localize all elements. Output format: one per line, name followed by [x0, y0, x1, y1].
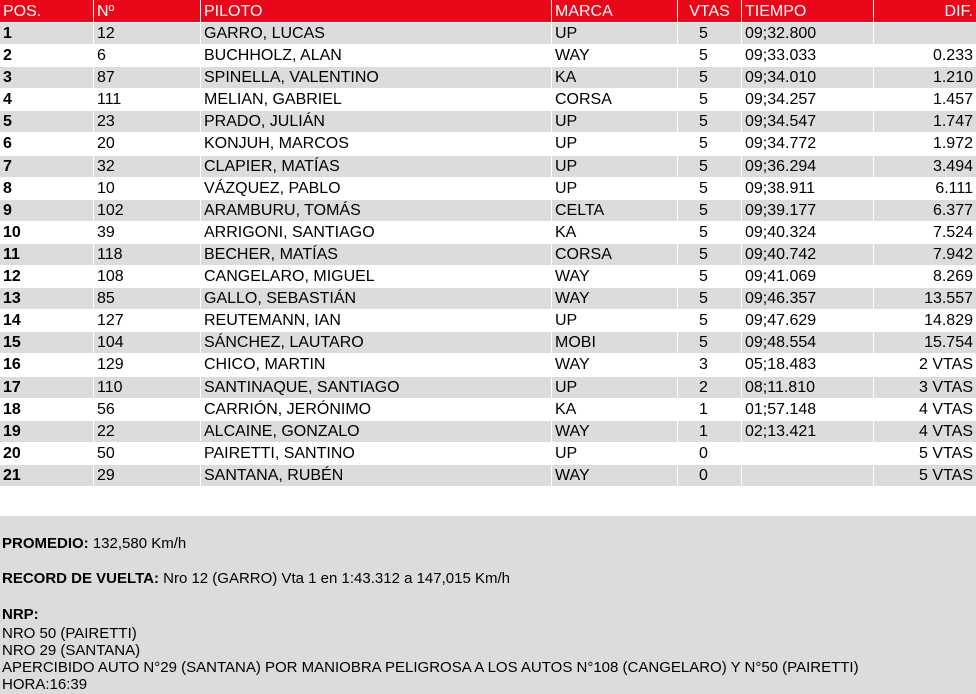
- row-diff: 1.457: [932, 91, 973, 109]
- row-number: 102: [94, 200, 200, 221]
- row-number: 10: [97, 179, 115, 197]
- row-number: 56: [97, 400, 115, 418]
- row-time: 02;13.421: [742, 421, 873, 442]
- row-diff: 14.829: [924, 312, 973, 330]
- row-pilot: CHICO, MARTIN: [204, 356, 326, 374]
- row-laps: 5: [699, 91, 708, 109]
- lap-record-label: RECORD DE VUELTA:: [2, 570, 159, 587]
- row-pilot: PRADO, JULIÁN: [201, 111, 551, 132]
- row-pos: 17: [0, 377, 93, 398]
- row-brand: WAY: [555, 268, 590, 286]
- row-laps: 1: [699, 400, 708, 418]
- row-number: 6: [97, 47, 106, 65]
- row-diff: 4 VTAS: [919, 400, 973, 418]
- row-pos: 11: [0, 244, 93, 265]
- row-pos: 13: [0, 288, 93, 309]
- row-number: 110: [94, 377, 200, 398]
- row-brand: UP: [555, 179, 578, 197]
- row-number: 104: [94, 332, 200, 353]
- row-time: 05;18.483: [745, 356, 817, 374]
- header-time: TIEMPO: [742, 0, 873, 22]
- row-diff: 15.754: [874, 332, 976, 353]
- row-brand: KA: [555, 223, 577, 241]
- row-laps: 5: [699, 179, 708, 197]
- row-pos: 19: [0, 421, 93, 442]
- row-brand: WAY: [552, 288, 677, 309]
- row-number: 23: [94, 111, 200, 132]
- row-time: 09;41.069: [745, 268, 817, 286]
- row-diff: 4 VTAS: [874, 421, 976, 442]
- table-row: [0, 266, 976, 288]
- penalty-note: APERCIBIDO AUTO N°29 (SANTANA) POR MANIOBRA PELIGROSA A LOS AUTOS N°108 (CANGELARO) Y N°50 (PAIRETTI): [2, 659, 859, 676]
- row-diff: 7.942: [874, 244, 976, 265]
- table-row: [0, 67, 976, 89]
- row-diff: 3 VTAS: [874, 377, 976, 398]
- row-pilot: CARRIÓN, JERÓNIMO: [204, 400, 372, 418]
- time-note: HORA:16:39: [2, 676, 88, 693]
- row-pos: 3: [0, 67, 93, 88]
- row-time: 09;34.257: [745, 91, 817, 109]
- row-diff: 6.377: [874, 200, 976, 221]
- table-row: [0, 244, 976, 266]
- nrp-line: NRO 29 (SANTANA): [2, 642, 141, 659]
- row-pilot: GALLO, SEBASTIÁN: [201, 288, 551, 309]
- row-pilot: ALCAINE, GONZALO: [201, 421, 551, 442]
- nrp-line: NRO 50 (PAIRETTI): [2, 625, 137, 642]
- row-number: 12: [94, 23, 200, 44]
- row-brand: UP: [555, 312, 578, 330]
- row-pilot: ARAMBURU, TOMÁS: [201, 200, 551, 221]
- lap-record-value: Nro 12 (GARRO) Vta 1 en 1:43.312 a 147,015 Km/h: [158, 570, 510, 587]
- row-pilot: SÁNCHEZ, LAUTARO: [201, 332, 551, 353]
- row-diff: 7.524: [932, 223, 973, 241]
- row-pilot: CANGELARO, MIGUEL: [204, 268, 375, 286]
- table-row: [0, 156, 976, 178]
- row-diff: 3.494: [874, 156, 976, 177]
- row-number: 111: [97, 91, 122, 109]
- row-laps: 5: [699, 135, 708, 153]
- row-laps: 5: [678, 244, 741, 265]
- row-pos: 4: [3, 91, 12, 109]
- row-time: 09;48.554: [742, 332, 873, 353]
- table-row: [0, 443, 976, 465]
- row-laps: 5: [678, 288, 741, 309]
- row-diff: 1.747: [874, 111, 976, 132]
- row-brand: UP: [552, 23, 677, 44]
- row-pos: 18: [3, 400, 21, 418]
- row-brand: CORSA: [555, 91, 612, 109]
- row-pilot: REUTEMANN, IAN: [204, 312, 341, 330]
- table-row: [0, 222, 976, 244]
- row-pos: 5: [0, 111, 93, 132]
- table-row: [0, 288, 976, 310]
- table-row: [0, 310, 976, 332]
- table-row: [0, 111, 976, 133]
- table-row: [0, 354, 976, 376]
- row-diff: [874, 23, 976, 44]
- row-time: 01;57.148: [745, 400, 817, 418]
- row-pilot: KONJUH, MARCOS: [204, 135, 349, 153]
- row-brand: UP: [552, 156, 677, 177]
- row-laps: 5: [678, 200, 741, 221]
- table-row: [0, 178, 976, 200]
- row-diff: 5 VTAS: [874, 465, 976, 486]
- row-laps: 2: [678, 377, 741, 398]
- row-brand: WAY: [552, 465, 677, 486]
- table-row: [0, 45, 976, 67]
- table-header: [0, 0, 976, 23]
- average-speed: [2, 535, 186, 552]
- race-notes: [0, 516, 976, 694]
- header-laps: VTAS: [678, 0, 741, 22]
- row-pilot: CLAPIER, MATÍAS: [201, 156, 551, 177]
- row-laps: 5: [699, 47, 708, 65]
- row-brand: UP: [555, 444, 578, 462]
- row-pos: 16: [3, 356, 21, 374]
- row-pos: 15: [0, 332, 93, 353]
- row-brand: UP: [552, 377, 677, 398]
- row-pos: 9: [0, 200, 93, 221]
- row-pilot: VÁZQUEZ, PABLO: [204, 179, 341, 197]
- row-number: 127: [97, 312, 124, 330]
- row-laps: 5: [678, 156, 741, 177]
- table-row: [0, 200, 976, 222]
- row-time: [742, 465, 873, 486]
- row-number: 129: [97, 356, 124, 374]
- row-time: 09;40.324: [745, 223, 817, 241]
- table-row: [0, 332, 976, 354]
- row-pos: 21: [0, 465, 93, 486]
- row-laps: 1: [678, 421, 741, 442]
- row-brand: WAY: [555, 47, 590, 65]
- row-time: 09;34.010: [742, 67, 873, 88]
- row-number: 20: [97, 135, 115, 153]
- row-pilot: MELIAN, GABRIEL: [204, 91, 342, 109]
- row-laps: 0: [699, 444, 708, 462]
- row-brand: MOBI: [552, 332, 677, 353]
- header-pilot: PILOTO: [201, 0, 551, 22]
- row-time: 09;32.800: [742, 23, 873, 44]
- row-pilot: ARRIGONI, SANTIAGO: [204, 223, 375, 241]
- row-pilot: SANTANA, RUBÉN: [201, 465, 551, 486]
- row-diff: 5 VTAS: [919, 444, 973, 462]
- row-number: 29: [94, 465, 200, 486]
- row-diff: 13.557: [874, 288, 976, 309]
- header-diff: DIF.: [874, 0, 976, 22]
- row-pilot: SANTINAQUE, SANTIAGO: [201, 377, 551, 398]
- header-pos: POS.: [0, 0, 93, 22]
- nrp-label: NRP:: [2, 606, 39, 623]
- row-pos: 6: [3, 135, 12, 153]
- row-laps: 5: [699, 223, 708, 241]
- row-diff: 1.972: [932, 135, 973, 153]
- row-pos: 10: [3, 223, 21, 241]
- row-time: [742, 443, 873, 464]
- row-number: 32: [94, 156, 200, 177]
- row-diff: 6.111: [935, 179, 973, 197]
- table-row: [0, 23, 976, 45]
- row-brand: KA: [552, 67, 677, 88]
- row-time: 08;11.810: [742, 377, 873, 398]
- row-number: 87: [94, 67, 200, 88]
- row-number: 85: [94, 288, 200, 309]
- row-number: 39: [97, 223, 115, 241]
- row-diff: 0.233: [932, 47, 973, 65]
- row-brand: KA: [555, 400, 577, 418]
- row-pilot: BUCHHOLZ, ALAN: [204, 47, 342, 65]
- row-time: 09;39.177: [742, 200, 873, 221]
- table-row: [0, 399, 976, 421]
- row-laps: 5: [678, 67, 741, 88]
- row-time: 09;34.547: [742, 111, 873, 132]
- row-pilot: GARRO, LUCAS: [201, 23, 551, 44]
- row-brand: CORSA: [552, 244, 677, 265]
- row-brand: WAY: [552, 421, 677, 442]
- row-number: 108: [97, 268, 124, 286]
- row-pilot: SPINELLA, VALENTINO: [201, 67, 551, 88]
- lap-record: [2, 570, 510, 587]
- row-pos: 7: [0, 156, 93, 177]
- row-diff: 1.210: [874, 67, 976, 88]
- row-laps: 5: [699, 312, 708, 330]
- row-pos: 2: [3, 47, 12, 65]
- table-row: [0, 377, 976, 399]
- row-brand: WAY: [555, 356, 590, 374]
- row-time: 09;33.033: [745, 47, 817, 65]
- row-pilot: PAIRETTI, SANTINO: [204, 444, 355, 462]
- header-brand: MARCA: [552, 0, 677, 22]
- row-time: 09;47.629: [745, 312, 817, 330]
- row-pilot: BECHER, MATÍAS: [201, 244, 551, 265]
- table-row: [0, 465, 976, 487]
- row-laps: 5: [699, 268, 708, 286]
- row-pos: 8: [3, 179, 12, 197]
- row-number: 22: [94, 421, 200, 442]
- row-laps: 5: [678, 23, 741, 44]
- row-brand: CELTA: [552, 200, 677, 221]
- row-time: 09;38.911: [745, 179, 815, 197]
- row-time: 09;46.357: [742, 288, 873, 309]
- header-number: Nº: [94, 0, 200, 22]
- average-speed-value: 132,580 Km/h: [88, 535, 187, 552]
- average-speed-label: PROMEDIO:: [2, 535, 89, 552]
- row-pos: 14: [3, 312, 21, 330]
- row-time: 09;34.772: [745, 135, 817, 153]
- row-laps: 3: [699, 356, 708, 374]
- row-pos: 20: [3, 444, 21, 462]
- row-brand: UP: [552, 111, 677, 132]
- row-diff: 2 VTAS: [919, 356, 973, 374]
- row-brand: UP: [555, 135, 578, 153]
- row-diff: 8.269: [932, 268, 973, 286]
- row-laps: 5: [678, 332, 741, 353]
- row-laps: 5: [678, 111, 741, 132]
- row-time: 09;36.294: [742, 156, 873, 177]
- table-row: [0, 421, 976, 443]
- row-number: 118: [94, 244, 200, 265]
- row-laps: 0: [678, 465, 741, 486]
- row-time: 09;40.742: [742, 244, 873, 265]
- row-pos: 12: [3, 268, 21, 286]
- row-number: 50: [97, 444, 115, 462]
- table-row: [0, 133, 976, 155]
- table-row: [0, 89, 976, 111]
- row-pos: 1: [0, 23, 93, 44]
